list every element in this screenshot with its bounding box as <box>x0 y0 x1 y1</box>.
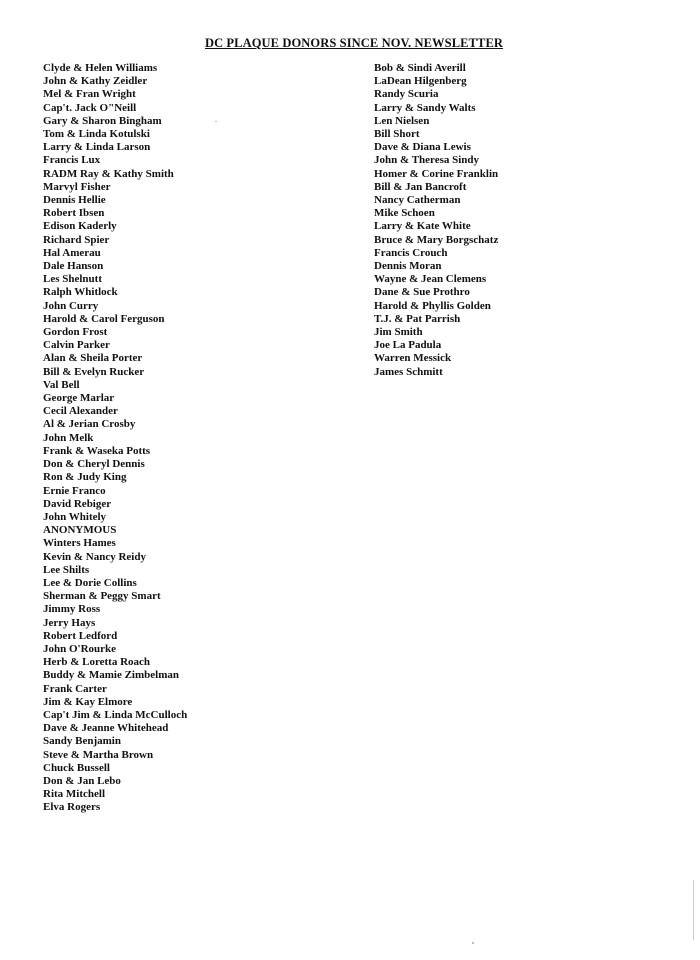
donor-name: Mel & Fran Wright <box>43 88 136 101</box>
donor-name: Dave & Jeanne Whitehead <box>43 722 169 735</box>
donor-name: John Whitely <box>43 510 107 523</box>
scan-speck <box>472 942 474 944</box>
donor-name: Dennis Moran <box>374 260 442 273</box>
donor-name: Gordon Frost <box>43 326 108 339</box>
donor-name: Jim Smith <box>374 326 423 339</box>
donor-name: Marvyl Fisher <box>43 180 111 193</box>
donor-name: Lee Shilts <box>43 563 90 576</box>
donor-name: Hal Amerau <box>43 246 101 259</box>
donor-name: Richard Spier <box>43 233 110 246</box>
donor-name: Harold & Phyllis Golden <box>374 299 491 312</box>
page-title: DC PLAQUE DONORS SINCE NOV. NEWSLETTER <box>204 36 504 50</box>
donor-name: ANONYMOUS <box>43 524 117 537</box>
donor-name: Jimmy Ross <box>43 603 101 616</box>
donor-name: Tom & Linda Kotulski <box>43 128 150 141</box>
donor-name: Francis Crouch <box>374 246 448 259</box>
donor-name: Dale Hanson <box>43 260 104 273</box>
donor-name: Homer & Corine Franklin <box>374 167 499 180</box>
donor-name: Bill & Evelyn Rucker <box>43 365 145 378</box>
donor-name: Frank & Waseka Potts <box>43 444 151 457</box>
donor-name: Dennis Hellie <box>43 194 106 207</box>
donor-name: Len Nielsen <box>374 114 430 127</box>
donor-name: Clyde & Helen Williams <box>43 62 158 74</box>
donor-name: Jerry Hays <box>43 616 96 629</box>
donor-name: Randy Scuria <box>374 88 439 101</box>
donor-name: Les Shelnutt <box>43 273 102 286</box>
donor-name: Edison Kaderly <box>43 220 117 233</box>
donor-name: Chuck Bussell <box>43 761 110 774</box>
donor-list-right <box>374 62 498 379</box>
donor-name: Gary & Sharon Bingham <box>43 114 162 127</box>
donor-name: Kevin & Nancy Reidy <box>43 550 146 563</box>
donor-name: T.J. & Pat Parrish <box>374 312 461 325</box>
donor-name: Robert Ibsen <box>43 207 105 220</box>
donor-name: Warren Messick <box>374 352 452 365</box>
donor-name: Herb & Loretta Roach <box>43 656 151 669</box>
donor-name: Larry & Sandy Walts <box>374 101 476 114</box>
donor-name: LaDean Hilgenberg <box>374 75 467 88</box>
donor-name: Val Bell <box>43 378 80 391</box>
donor-name: Al & Jerian Crosby <box>43 418 136 431</box>
donor-name: Cap't Jim & Linda McCulloch <box>43 708 188 721</box>
donor-name: Wayne & Jean Clemens <box>374 273 487 286</box>
donor-name: Bill & Jan Bancroft <box>374 180 467 193</box>
donor-name: John & Kathy Zeidler <box>43 75 148 88</box>
donor-name: Winters Hames <box>43 537 116 550</box>
donor-name: Francis Lux <box>43 154 101 167</box>
donor-name: Calvin Parker <box>43 339 110 352</box>
donor-name: Robert Ledford <box>43 629 118 642</box>
donor-name: David Rebiger <box>43 497 112 510</box>
donor-name: Harold & Carol Ferguson <box>43 312 165 325</box>
donor-name: John Curry <box>43 299 99 312</box>
donor-name: Ralph Whitlock <box>43 286 118 299</box>
donor-name: Dave & Diana Lewis <box>374 141 471 154</box>
donor-name: Alan & Sheila Porter <box>43 352 143 365</box>
donor-name: Nancy Catherman <box>374 194 461 207</box>
donor-name: Jim & Kay Elmore <box>43 695 133 708</box>
donor-name: Larry & Linda Larson <box>43 141 151 154</box>
donor-name: Frank Carter <box>43 682 107 695</box>
donor-name: Ron & Judy King <box>43 471 127 484</box>
donor-name: John Melk <box>43 431 94 444</box>
donor-name: Dane & Sue Prothro <box>374 286 470 299</box>
donor-name: John O'Rourke <box>43 642 117 655</box>
donor-name: Rita Mitchell <box>43 788 106 801</box>
donor-list-left <box>43 62 187 815</box>
donor-name: Ernie Franco <box>43 484 106 497</box>
donor-name: John & Theresa Sindy <box>374 154 480 167</box>
scan-edge-mark <box>693 880 694 940</box>
donor-name: RADM Ray & Kathy Smith <box>43 167 174 180</box>
donor-name: Elva Rogers <box>43 801 101 814</box>
donor-name: Sherman & Peggy Smart <box>43 590 161 603</box>
donor-name: Bruce & Mary Borgschatz <box>374 233 499 246</box>
donor-name: Steve & Martha Brown <box>43 748 154 761</box>
donor-name: Cap't. Jack O"Neill <box>43 101 137 114</box>
donor-name: Bill Short <box>374 128 420 141</box>
donor-name: Mike Schoen <box>374 207 435 220</box>
donor-name: James Schmitt <box>374 365 443 378</box>
donor-name: Don & Cheryl Dennis <box>43 458 145 471</box>
donor-name: George Marlar <box>43 392 115 405</box>
scan-speck <box>215 121 217 122</box>
donor-name: Sandy Benjamin <box>43 735 121 748</box>
donor-name: Don & Jan Lebo <box>43 774 121 787</box>
donor-name: Joe La Padula <box>374 339 442 352</box>
donor-name: Larry & Kate White <box>374 220 471 233</box>
donor-name: Lee & Dorie Collins <box>43 576 137 589</box>
donor-name: Bob & Sindi Averill <box>374 62 466 74</box>
donor-name: Buddy & Mamie Zimbelman <box>43 669 179 682</box>
donor-name: Cecil Alexander <box>43 405 118 418</box>
